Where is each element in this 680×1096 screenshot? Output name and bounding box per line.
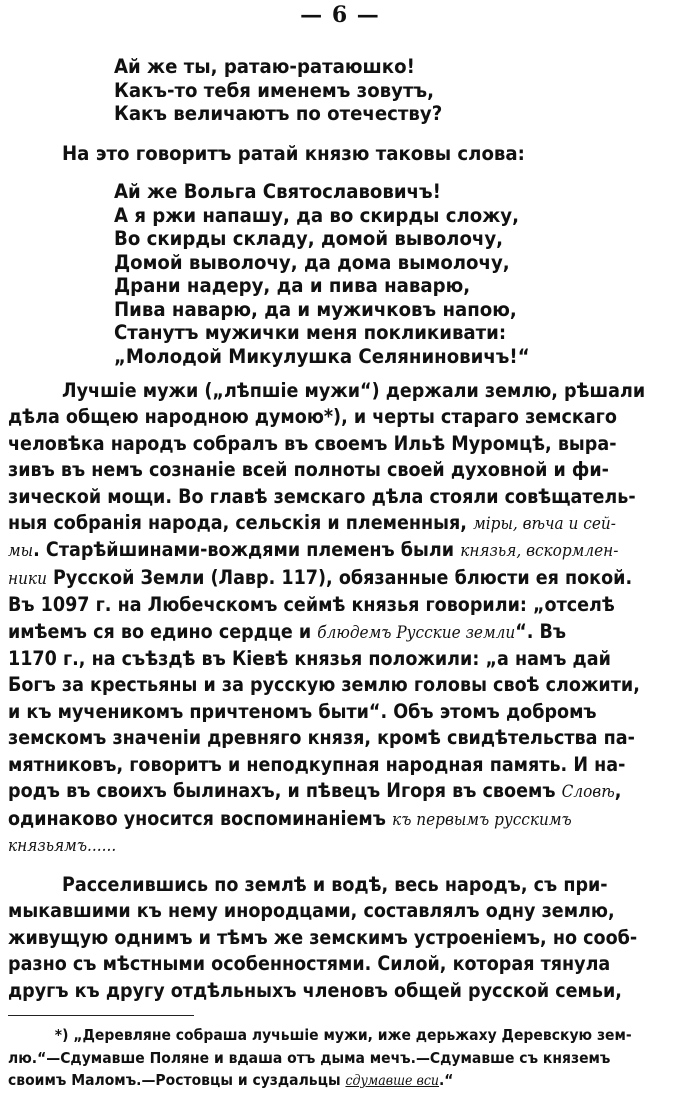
- text-line: князьямъ......: [8, 835, 117, 856]
- text-run: ныя собранія народа, сельскія и племенныя,: [8, 511, 474, 535]
- italic-run: сдумавше вси: [345, 1073, 440, 1089]
- text-line: Богъ за крестьяны и за русскую землю головы своѣ сложити,: [8, 673, 640, 697]
- verse-line: Пива наварю, да и мужичковъ напою,: [114, 297, 517, 321]
- verse-line: Домой выволочу, да дома вымолочу,: [114, 250, 510, 274]
- paragraph-1: [8, 378, 668, 859]
- footnote-divider: [8, 1015, 194, 1016]
- text-line: человѣка народъ собралъ въ своемъ Ильѣ Муромцѣ, выра-: [8, 431, 617, 455]
- verse-line: Ай же ты, ратаю-ратаюшко!: [114, 55, 415, 78]
- footnote-line: *) „Деревляне собраша лучьшіе мужи, иже дерьжаху Деревскую зем-: [54, 1026, 632, 1044]
- text-line: мятниковъ, говоритъ и неподкупная народная память. И на-: [8, 752, 626, 776]
- text-run: одинаково уносится воспоминаніемъ: [8, 806, 393, 830]
- text-line: мыкавшими къ нему инородцами, составлялъ одну землю,: [8, 899, 615, 923]
- text-line: земскомъ значеніи древняго князя, кромѣ свидѣтельства па-: [8, 726, 635, 750]
- page-number: — 6 —: [300, 2, 380, 28]
- italic-run: къ первымъ русскимъ: [392, 809, 572, 830]
- text-line: Въ 1097 г. на Любечскомъ сеймѣ князья говорили: „отселѣ: [8, 593, 615, 617]
- text-run: родъ въ своихъ былинахъ, и пѣвецъ Игоря въ своемъ: [8, 779, 562, 803]
- text-line: Лучшіе мужи („лѣпшіе мужи“) держали землю, рѣшали: [62, 379, 646, 402]
- text-line: зивъ въ немъ сознаніе всей полноты своей духовной и фи-: [8, 458, 609, 482]
- text-line: разно съ мѣстными особенностями. Силой, которая тянула: [8, 952, 611, 976]
- text-line: [8, 778, 622, 805]
- italic-run: ники: [8, 568, 47, 589]
- verse-line: Ай же Вольга Святославовичъ!: [114, 180, 441, 203]
- text-line: Расселившись по землѣ и водѣ, весь народъ, съ при-: [62, 873, 608, 896]
- verse-line: А я ржи напашу, да во скирды сложу,: [114, 203, 519, 227]
- paragraph-2: [8, 872, 668, 1004]
- footnote: [8, 1024, 672, 1093]
- text-line: другъ къ другу отдѣльныхъ членовъ общей русской семьи,: [8, 978, 622, 1002]
- text-run: Русской Земли (Лавр. 117), обязанные блюсти ея покой.: [46, 565, 633, 589]
- verse-line: Драни надеру, да и пива наварю,: [114, 274, 471, 297]
- intro-line: На это говоритъ ратай князю таковы слова:: [62, 142, 525, 165]
- italic-run: Словѣ: [561, 782, 615, 803]
- italic-run: мы: [8, 541, 34, 562]
- verse-line: Какъ величаютъ по отечеству?: [114, 102, 443, 125]
- text-run: “. Въ: [515, 619, 567, 643]
- italic-run: князья, вскормлен-: [460, 541, 619, 562]
- italic-run: міры, вѣча и сей-: [473, 514, 616, 535]
- verse-line: Какъ-то тебя именемъ зовутъ,: [114, 78, 434, 102]
- footnote-line: лю.“—Сдумавше Поляне и вдаша отъ дыма мечъ.—Сдумавше съ княземъ: [8, 1048, 611, 1067]
- verse-line: „Молодой Микулушка Селяниновичъ!“: [114, 344, 530, 368]
- text-line: [8, 537, 619, 564]
- text-line: [8, 619, 602, 646]
- text-line: дѣла общею народною думою*), и черты стараго земскаго: [8, 405, 617, 429]
- verse-line: Станутъ мужички меня покликивати:: [114, 321, 507, 344]
- text-line: [8, 565, 633, 592]
- text-run: ,: [614, 779, 622, 803]
- text-run: своимъ Маломъ.—Ростовцы и суздальцы: [8, 1071, 346, 1089]
- text-run: .“: [439, 1071, 454, 1089]
- text-run: . Старѣйшинами-вождями племенъ были: [33, 538, 461, 562]
- text-line: живущую однимъ и тѣмъ же земскимъ устроеніемъ, но сооб-: [8, 925, 638, 949]
- verse-line: Во скирды складу, домой выволочу,: [114, 227, 504, 250]
- text-line: и къ мученикомъ причтеномъ быти“. Объ этомъ добромъ: [8, 699, 597, 723]
- italic-run: блюдемъ Русские земли: [317, 622, 516, 643]
- verse-block-1: [114, 55, 442, 126]
- text-line: зической мощи. Во главѣ земскаго дѣла стояли совѣщатель-: [8, 484, 636, 508]
- text-line: [8, 510, 616, 537]
- text-line: [8, 806, 602, 833]
- footnote-line: [8, 1069, 606, 1093]
- verse-block-2: [114, 180, 530, 368]
- text-run: имѣемъ ся во едино сердце и: [8, 619, 318, 643]
- text-line: 1170 г., на съѣздѣ въ Кіевѣ князья положили: „а намъ дай: [8, 647, 611, 671]
